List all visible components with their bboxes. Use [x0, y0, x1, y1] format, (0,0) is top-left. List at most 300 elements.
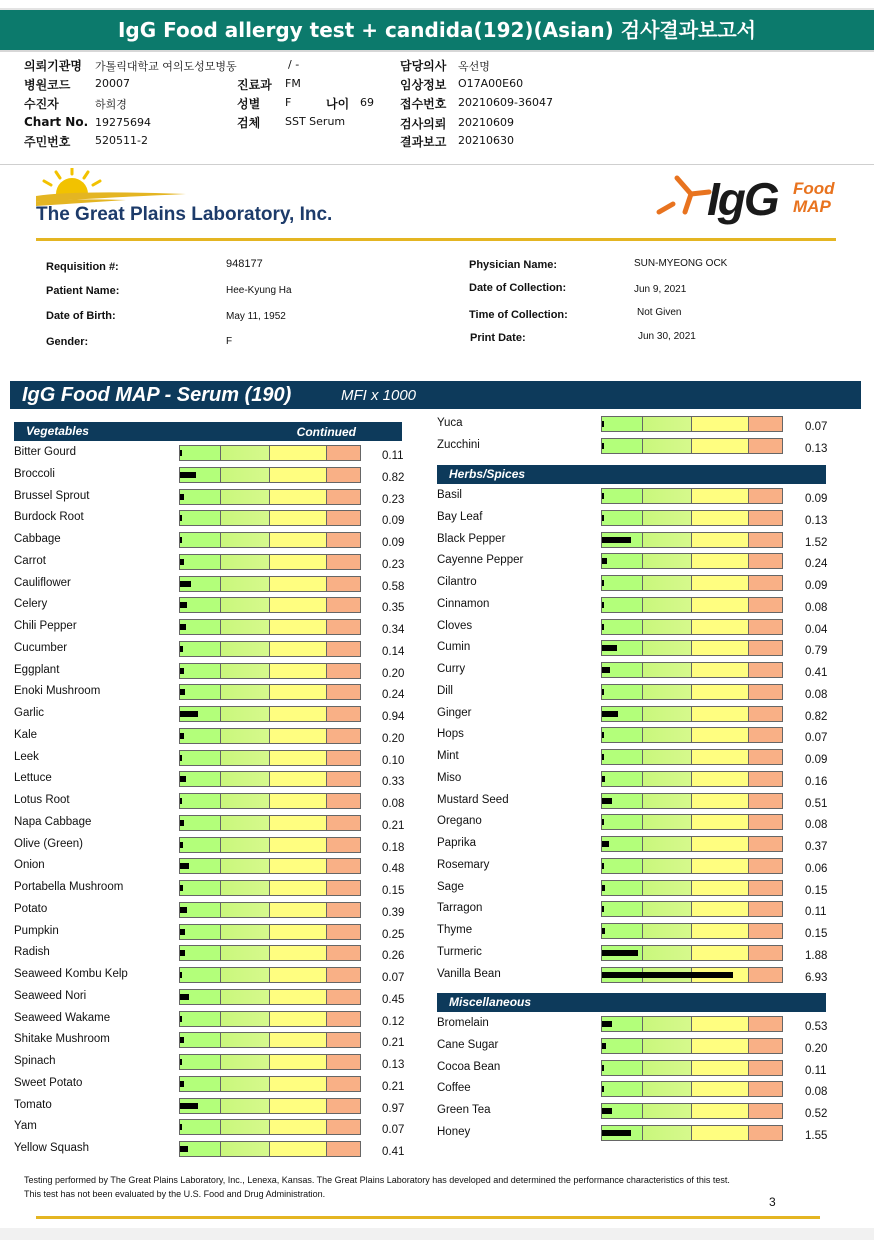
- food-name: Sage: [437, 880, 464, 893]
- food-result-row: [14, 925, 422, 946]
- resident-no-label: 주민번호: [24, 135, 71, 149]
- bar-zone-divider: [748, 1104, 749, 1118]
- reactivity-bar-fill: [602, 580, 604, 586]
- bar-zone-divider: [220, 925, 221, 939]
- food-name: Zucchini: [437, 438, 480, 451]
- food-value: 0.82: [382, 471, 405, 484]
- food-value: 0.11: [805, 1064, 827, 1077]
- bar-zone-divider: [642, 1082, 643, 1096]
- reactivity-bar-fill: [180, 646, 183, 652]
- result-report-label: 결과보고: [400, 135, 447, 149]
- reactivity-bar: [601, 793, 783, 809]
- food-value: 0.13: [382, 1059, 405, 1071]
- reactivity-bar-fill: [602, 645, 617, 651]
- reactivity-bar-fill: [180, 776, 186, 782]
- reactivity-bar-fill: [602, 928, 605, 934]
- bar-zone-divider: [326, 968, 327, 982]
- bar-zone-divider: [748, 533, 749, 547]
- food-result-row: [437, 439, 845, 460]
- food-value: 0.53: [805, 1021, 828, 1033]
- reactivity-bar-fill: [602, 689, 604, 695]
- institution-value: 가톨릭대학교 여의도성모병동: [95, 60, 237, 73]
- food-value: 0.45: [382, 993, 405, 1006]
- category-header-herbs: [437, 465, 826, 484]
- reactivity-bar-fill: [602, 443, 604, 449]
- bar-zone-divider: [220, 990, 221, 1004]
- bar-zone-divider: [326, 925, 327, 939]
- bar-zone-divider: [748, 511, 749, 525]
- food-result-row: [14, 1055, 422, 1076]
- food-result-row: [14, 490, 422, 511]
- page-number: 3: [769, 1195, 776, 1209]
- department-label: 진료과: [237, 78, 272, 92]
- reactivity-bar-fill: [180, 1059, 182, 1065]
- reactivity-bar-fill: [180, 1016, 182, 1022]
- reactivity-bar-fill: [180, 1081, 184, 1087]
- reactivity-bar-fill: [602, 732, 604, 738]
- reactivity-bar-fill: [602, 819, 604, 825]
- bar-zone-divider: [748, 815, 749, 829]
- bar-zone-divider: [642, 1061, 643, 1075]
- food-result-row: [14, 751, 422, 772]
- bar-zone-divider: [642, 750, 643, 764]
- bar-zone-divider: [691, 924, 692, 938]
- reactivity-bar: [179, 663, 361, 679]
- bar-zone-divider: [691, 439, 692, 453]
- bar-zone-divider: [220, 620, 221, 634]
- bar-zone-divider: [691, 554, 692, 568]
- reactivity-bar: [601, 532, 783, 548]
- food-value: 0.10: [382, 754, 405, 767]
- reactivity-bar: [179, 706, 361, 722]
- bar-zone-divider: [691, 598, 692, 612]
- food-value: 0.21: [382, 1080, 405, 1093]
- food-result-row: [14, 1077, 422, 1098]
- reactivity-bar-fill: [180, 929, 185, 935]
- food-name: Cauliflower: [14, 576, 71, 589]
- bar-zone-divider: [269, 533, 270, 547]
- food-name: Napa Cabbage: [14, 815, 92, 828]
- bar-zone-divider: [269, 816, 270, 830]
- reactivity-bar-fill: [602, 624, 604, 630]
- patient-label: 수진자: [24, 97, 59, 111]
- food-value: 0.08: [805, 601, 828, 614]
- food-name: Yellow Squash: [14, 1142, 90, 1154]
- bar-zone-divider: [269, 1055, 270, 1069]
- bar-zone-divider: [691, 685, 692, 699]
- food-name: Portabella Mushroom: [14, 881, 124, 893]
- reactivity-bar-fill: [180, 1037, 184, 1043]
- reactivity-bar: [179, 684, 361, 700]
- food-value: 0.18: [382, 841, 405, 854]
- reactivity-bar-fill: [602, 1021, 612, 1027]
- food-value: 0.08: [805, 688, 828, 701]
- food-result-row: [14, 1099, 422, 1120]
- reactivity-bar-fill: [180, 950, 185, 956]
- department-value: FM: [285, 77, 301, 90]
- bar-zone-divider: [691, 750, 692, 764]
- food-name: Shitake Mushroom: [14, 1033, 110, 1046]
- food-result-row: [14, 642, 422, 663]
- reactivity-bar-fill: [180, 581, 191, 587]
- food-name: Pumpkin: [14, 924, 59, 937]
- food-result-row: [14, 468, 422, 489]
- food-result-row: [437, 794, 845, 815]
- igg-food-map-logo: [655, 170, 840, 232]
- bar-zone-divider: [220, 903, 221, 917]
- bar-zone-divider: [748, 1061, 749, 1075]
- bar-zone-divider: [748, 489, 749, 503]
- food-name: Enoki Mushroom: [14, 685, 101, 698]
- reception-value: 20210609-36047: [458, 96, 553, 109]
- food-name: Basil: [437, 489, 462, 501]
- food-name: Leek: [14, 750, 39, 763]
- food-value: 1.88: [805, 949, 828, 962]
- bar-zone-divider: [269, 903, 270, 917]
- category-title: Herbs/Spices: [449, 467, 526, 481]
- food-result-row: [14, 533, 422, 554]
- bar-zone-divider: [642, 946, 643, 960]
- food-name: Paprika: [437, 837, 476, 849]
- reactivity-bar: [601, 1016, 783, 1032]
- bar-zone-divider: [691, 902, 692, 916]
- reactivity-bar: [179, 728, 361, 744]
- food-name: Bitter Gourd: [14, 446, 76, 458]
- bar-zone-divider: [220, 468, 221, 482]
- reactivity-bar: [179, 641, 361, 657]
- food-result-row: [437, 1061, 845, 1082]
- reactivity-bar: [179, 837, 361, 853]
- food-result-row: [437, 1104, 845, 1125]
- food-result-row: [437, 707, 845, 728]
- bar-zone-divider: [748, 728, 749, 742]
- food-value: 0.82: [805, 710, 828, 723]
- food-value: 0.09: [382, 537, 405, 549]
- food-name: Bay Leaf: [437, 510, 483, 523]
- food-value: 0.15: [805, 928, 828, 940]
- food-name: Turmeric: [437, 945, 482, 958]
- reactivity-bar: [179, 554, 361, 570]
- reactivity-bar-fill: [180, 624, 186, 630]
- hospital-code-value: 20007: [95, 77, 130, 90]
- food-result-row: [14, 446, 422, 467]
- bar-zone-divider: [326, 620, 327, 634]
- bar-zone-divider: [691, 417, 692, 431]
- food-value: 0.35: [382, 602, 405, 615]
- reactivity-bar-fill: [180, 537, 182, 543]
- reactivity-bar-fill: [602, 885, 605, 891]
- bar-zone-divider: [220, 533, 221, 547]
- food-value: 1.55: [805, 1129, 828, 1142]
- food-name: Chili Pepper: [14, 620, 77, 632]
- bar-zone-divider: [220, 1120, 221, 1134]
- collection-time-label: Time of Collection:: [469, 309, 568, 321]
- reactivity-bar: [179, 771, 361, 787]
- food-value: 0.15: [805, 884, 828, 897]
- food-name: Cucumber: [14, 641, 68, 654]
- reactivity-bar-fill: [180, 907, 187, 913]
- bar-zone-divider: [269, 707, 270, 721]
- bar-zone-divider: [269, 1033, 270, 1047]
- specimen-value: SST Serum: [285, 115, 346, 128]
- bar-zone-divider: [642, 641, 643, 655]
- food-result-row: [14, 707, 422, 728]
- bar-zone-divider: [220, 838, 221, 852]
- reactivity-bar-fill: [180, 689, 185, 695]
- food-name: Tarragon: [437, 902, 483, 915]
- food-name: Rosemary: [437, 858, 490, 871]
- reactivity-bar: [601, 684, 783, 700]
- reactivity-bar-fill: [180, 733, 184, 739]
- reactivity-bar-fill: [180, 515, 182, 521]
- food-name: Cumin: [437, 641, 471, 654]
- reactivity-bar-fill: [602, 1108, 612, 1114]
- chart-no-value: 19275694: [95, 116, 151, 129]
- food-result-row: [437, 576, 845, 597]
- food-value: 0.23: [382, 558, 405, 571]
- food-result-row: [437, 489, 845, 510]
- bar-zone-divider: [220, 511, 221, 525]
- reactivity-bar-fill: [180, 755, 182, 761]
- food-name: Cinnamon: [437, 597, 490, 610]
- food-value: 0.14: [382, 645, 405, 658]
- physician-value: SUN-MYEONG OCK: [634, 258, 728, 269]
- bar-zone-divider: [748, 685, 749, 699]
- food-result-row: [14, 1142, 422, 1163]
- food-name: Ginger: [437, 706, 472, 719]
- bar-zone-divider: [220, 1077, 221, 1091]
- bar-zone-divider: [748, 794, 749, 808]
- reactivity-bar: [601, 640, 783, 656]
- bar-zone-divider: [642, 1104, 643, 1118]
- reactivity-bar-fill: [180, 994, 189, 1000]
- food-value: 0.08: [382, 798, 405, 810]
- bar-zone-divider: [748, 902, 749, 916]
- sun-logo-icon: [36, 168, 196, 208]
- food-value: 0.23: [382, 493, 405, 506]
- food-value: 0.37: [805, 841, 828, 853]
- reactivity-bar-fill: [602, 1130, 631, 1136]
- food-result-row: [437, 815, 845, 836]
- bar-zone-divider: [326, 1055, 327, 1069]
- bar-zone-divider: [691, 728, 692, 742]
- reactivity-bar: [179, 1119, 361, 1135]
- bar-zone-divider: [748, 620, 749, 634]
- bar-zone-divider: [326, 816, 327, 830]
- food-value: 0.16: [805, 775, 828, 788]
- food-value: 0.94: [382, 711, 405, 723]
- bar-zone-divider: [642, 1126, 643, 1140]
- reactivity-bar: [601, 575, 783, 591]
- bar-zone-divider: [642, 489, 643, 503]
- bar-zone-divider: [326, 772, 327, 786]
- food-result-row: [14, 729, 422, 750]
- food-name: Green Tea: [437, 1104, 491, 1116]
- bar-zone-divider: [748, 924, 749, 938]
- bar-zone-divider: [642, 1017, 643, 1031]
- food-result-row: [437, 750, 845, 771]
- food-name: Thyme: [437, 924, 473, 936]
- bar-zone-divider: [642, 881, 643, 895]
- food-value: 0.20: [805, 1042, 828, 1055]
- bar-zone-divider: [326, 664, 327, 678]
- reactivity-bar: [179, 1054, 361, 1070]
- reactivity-bar: [601, 858, 783, 874]
- reactivity-bar: [179, 945, 361, 961]
- bar-zone-divider: [326, 642, 327, 656]
- bar-zone-divider: [748, 1082, 749, 1096]
- food-name: Cilantro: [437, 576, 477, 588]
- bar-zone-divider: [220, 751, 221, 765]
- igg-logo-map: MAP: [793, 197, 831, 216]
- bar-zone-divider: [642, 511, 643, 525]
- bar-zone-divider: [220, 1055, 221, 1069]
- food-value: 6.93: [805, 971, 828, 984]
- food-result-row: [14, 968, 422, 989]
- print-date-value: Jun 30, 2021: [638, 331, 696, 342]
- header-gold-divider: [36, 238, 836, 241]
- resident-no-value: 520511-2: [95, 134, 148, 147]
- bar-zone-divider: [220, 685, 221, 699]
- reactivity-bar: [179, 1141, 361, 1157]
- bar-zone-divider: [269, 729, 270, 743]
- food-name: Oregano: [437, 815, 482, 828]
- food-value: 0.09: [805, 580, 828, 592]
- food-name: Kale: [14, 728, 38, 741]
- category-header-vegetables: [14, 422, 402, 441]
- bar-zone-divider: [691, 1082, 692, 1096]
- bar-zone-divider: [748, 663, 749, 677]
- food-value: 0.07: [805, 732, 828, 745]
- clinical-info-value: O17A00E60: [458, 77, 524, 90]
- food-name: Yuca: [437, 417, 463, 429]
- reactivity-bar-fill: [180, 885, 183, 891]
- collection-date-label: Date of Collection:: [469, 282, 567, 294]
- bar-zone-divider: [269, 1142, 270, 1156]
- bar-zone-divider: [642, 859, 643, 873]
- section-unit: MFI x 1000: [341, 387, 417, 404]
- bar-zone-divider: [269, 511, 270, 525]
- food-result-row: [437, 1082, 845, 1103]
- food-name: Potato: [14, 902, 48, 915]
- bar-zone-divider: [269, 751, 270, 765]
- section-title-bar: [10, 381, 861, 409]
- bar-zone-divider: [691, 837, 692, 851]
- bar-zone-divider: [748, 707, 749, 721]
- bar-zone-divider: [642, 924, 643, 938]
- bar-zone-divider: [220, 642, 221, 656]
- bar-zone-divider: [269, 468, 270, 482]
- food-result-row: [437, 728, 845, 749]
- bar-zone-divider: [220, 490, 221, 504]
- reactivity-bar: [601, 749, 783, 765]
- food-name: Brussel Sprout: [14, 489, 90, 502]
- food-result-row: [14, 816, 422, 837]
- food-result-row: [14, 555, 422, 576]
- food-value: 0.20: [382, 732, 405, 745]
- food-result-row: [437, 859, 845, 880]
- food-result-row: [14, 664, 422, 685]
- reactivity-bar: [601, 1103, 783, 1119]
- food-name: Radish: [14, 946, 50, 959]
- bar-zone-divider: [220, 1033, 221, 1047]
- food-value: 0.24: [382, 689, 405, 702]
- bar-zone-divider: [691, 881, 692, 895]
- bar-zone-divider: [748, 1017, 749, 1031]
- food-result-row: [14, 1012, 422, 1033]
- reactivity-bar-fill: [180, 472, 196, 478]
- reactivity-bar: [179, 750, 361, 766]
- food-name: Lotus Root: [14, 794, 70, 806]
- reactivity-bar-fill: [180, 798, 182, 804]
- lab-name: The Great Plains Laboratory, Inc.: [36, 204, 333, 225]
- section-title: IgG Food MAP - Serum (190): [22, 384, 292, 406]
- bar-zone-divider: [220, 968, 221, 982]
- food-value: 0.06: [805, 862, 828, 875]
- reactivity-bar: [601, 1038, 783, 1054]
- food-name: Seaweed Wakame: [14, 1011, 111, 1024]
- reactivity-bar-fill: [180, 1103, 198, 1109]
- food-result-row: [14, 772, 422, 793]
- bar-zone-divider: [220, 1099, 221, 1113]
- doctor-label: 담당의사: [400, 59, 447, 73]
- footer-gold-divider: [36, 1216, 820, 1219]
- reactivity-bar: [601, 814, 783, 830]
- reactivity-bar: [601, 597, 783, 613]
- bar-zone-divider: [691, 1039, 692, 1053]
- food-result-row: [437, 511, 845, 532]
- food-value: 0.11: [805, 906, 827, 919]
- reactivity-bar: [601, 706, 783, 722]
- reactivity-bar: [179, 967, 361, 983]
- reactivity-bar: [179, 532, 361, 548]
- food-name: Eggplant: [14, 663, 60, 676]
- bar-zone-divider: [642, 439, 643, 453]
- reactivity-bar: [179, 989, 361, 1005]
- bar-zone-divider: [642, 598, 643, 612]
- igg-logo-subtext: [793, 180, 835, 216]
- reactivity-bar-fill: [602, 602, 604, 608]
- bar-zone-divider: [269, 772, 270, 786]
- bar-zone-divider: [642, 815, 643, 829]
- food-value: 0.15: [382, 885, 405, 897]
- bar-zone-divider: [691, 1126, 692, 1140]
- bar-zone-divider: [748, 1126, 749, 1140]
- hospital-code-label: 병원코드: [24, 78, 71, 92]
- food-value: 0.97: [382, 1102, 405, 1115]
- bar-zone-divider: [642, 663, 643, 677]
- bar-zone-divider: [691, 1017, 692, 1031]
- food-result-row: [14, 620, 422, 641]
- bar-zone-divider: [269, 838, 270, 852]
- category-header-misc: [437, 993, 826, 1012]
- food-name: Cocoa Bean: [437, 1060, 501, 1073]
- bar-zone-divider: [269, 555, 270, 569]
- food-value: 0.07: [382, 972, 405, 984]
- reactivity-bar: [179, 576, 361, 592]
- specimen-label: 검체: [237, 116, 261, 130]
- physician-label: Physician Name:: [469, 259, 558, 271]
- bar-zone-divider: [691, 663, 692, 677]
- food-value: 0.25: [382, 928, 405, 941]
- bar-zone-divider: [326, 751, 327, 765]
- food-result-row: [14, 794, 422, 815]
- bar-zone-divider: [269, 598, 270, 612]
- bar-zone-divider: [642, 837, 643, 851]
- bar-zone-divider: [691, 576, 692, 590]
- food-result-row: [437, 685, 845, 706]
- bar-zone-divider: [748, 881, 749, 895]
